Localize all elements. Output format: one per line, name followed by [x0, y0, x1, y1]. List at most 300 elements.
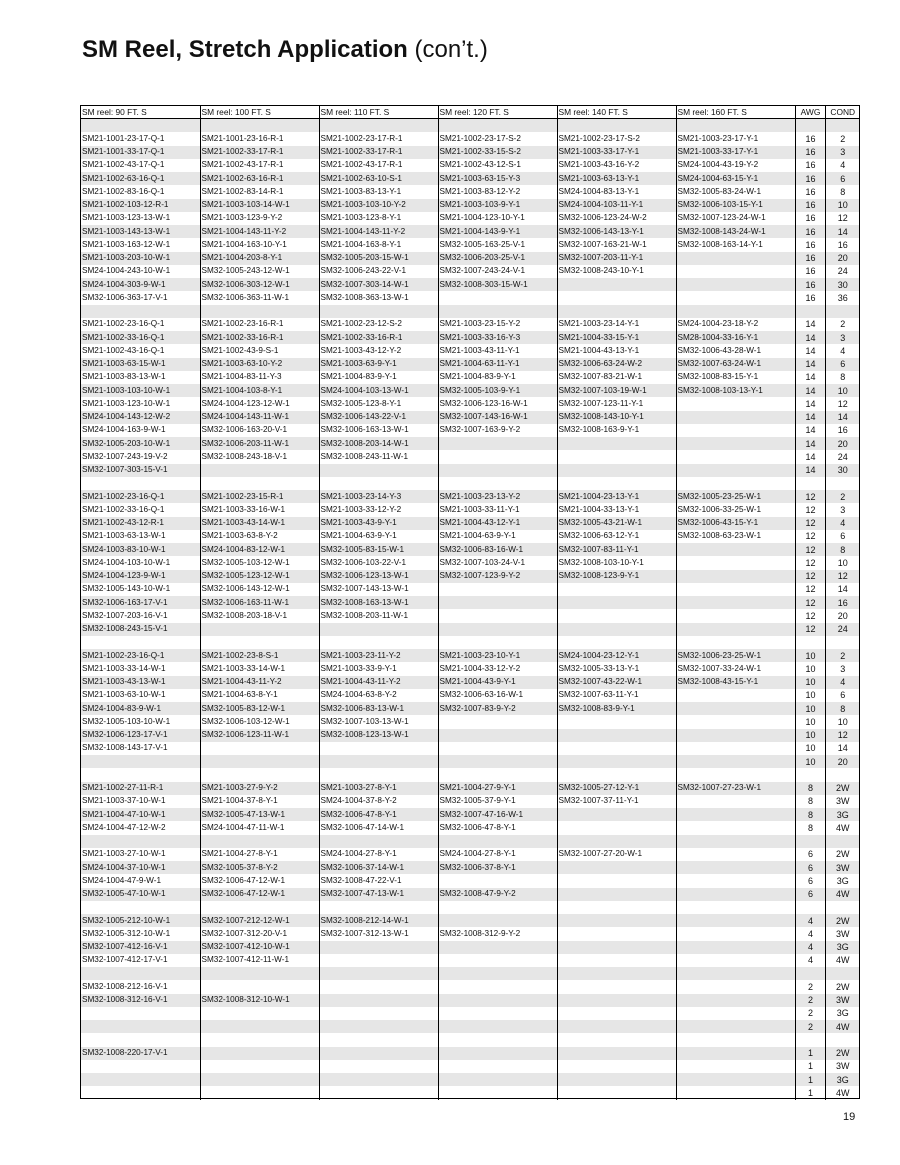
reel-120ft-cell — [438, 596, 557, 609]
reel-100ft-cell: SM21-1002-63-16-R-1 — [200, 172, 319, 185]
reel-100ft-cell — [200, 1073, 319, 1086]
cond-cell: 8 — [840, 186, 846, 197]
awg-cell: 16 — [795, 278, 825, 291]
awg-cell: 2 — [795, 1020, 825, 1033]
table-row — [81, 543, 859, 556]
awg-cell — [795, 967, 825, 980]
reel-90ft-cell: SM24-1004-83-9-W-1 — [81, 702, 200, 715]
reel-100ft-cell: SM21-1003-33-16-W-1 — [200, 503, 319, 516]
cond-cell: 2 — [840, 319, 846, 330]
reel-100ft-cell: SM21-1002-23-15-R-1 — [200, 490, 319, 503]
table-row — [81, 331, 859, 344]
table-row — [81, 795, 859, 808]
reel-160ft-cell: SM32-1008-163-14-Y-1 — [676, 238, 795, 251]
reel-110ft-cell: SM32-1005-123-8-Y-1 — [319, 397, 438, 410]
reel-90ft-cell: SM32-1007-243-19-V-2 — [81, 450, 200, 463]
table-row — [81, 1047, 859, 1060]
header-160ft: SM reel: 160 FT. S — [676, 106, 795, 119]
reel-120ft-cell — [438, 835, 557, 848]
table-body — [81, 119, 859, 1100]
reel-90ft-cell: SM32-1008-212-16-V-1 — [81, 980, 200, 993]
reel-160ft-cell: SM32-1006-33-25-W-1 — [676, 503, 795, 516]
table-row — [81, 397, 859, 410]
reel-90ft-cell — [81, 1060, 200, 1073]
reel-100ft-cell — [200, 901, 319, 914]
reel-100ft-cell — [200, 768, 319, 781]
reel-160ft-cell — [676, 437, 795, 450]
awg-cell: 2 — [795, 980, 825, 993]
reel-140ft-cell: SM32-1008-163-9-Y-1 — [557, 424, 676, 437]
reel-110ft-cell: SM21-1004-43-11-Y-2 — [319, 676, 438, 689]
reel-table — [81, 106, 859, 1100]
reel-100ft-cell — [200, 1047, 319, 1060]
reel-100ft-cell — [200, 1007, 319, 1020]
reel-100ft-cell: SM21-1002-33-16-R-1 — [200, 331, 319, 344]
reel-90ft-cell: SM21-1002-43-12-R-1 — [81, 517, 200, 530]
reel-90ft-cell: SM21-1003-143-13-W-1 — [81, 225, 200, 238]
reel-90ft-cell: SM32-1007-203-16-V-1 — [81, 609, 200, 622]
reel-120ft-cell: SM21-1002-33-15-S-2 — [438, 146, 557, 159]
reel-90ft-cell: SM21-1003-33-14-W-1 — [81, 662, 200, 675]
table-row — [81, 861, 859, 874]
reel-110ft-cell: SM24-1004-27-8-Y-1 — [319, 848, 438, 861]
table-row — [81, 291, 859, 304]
page-title-continued: (con’t.) — [407, 36, 488, 63]
cond-cell — [825, 119, 859, 133]
reel-120ft-cell: SM21-1002-23-17-S-2 — [438, 132, 557, 145]
reel-90ft-cell: SM24-1004-243-10-W-1 — [81, 265, 200, 278]
reel-100ft-cell — [200, 119, 319, 133]
reel-120ft-cell — [438, 291, 557, 304]
reel-160ft-cell — [676, 967, 795, 980]
reel-100ft-cell: SM32-1005-243-12-W-1 — [200, 265, 319, 278]
awg-cell: 14 — [795, 318, 825, 331]
reel-140ft-cell: SM32-1005-27-12-Y-1 — [557, 782, 676, 795]
reel-100ft-cell: SM32-1006-47-12-W-1 — [200, 874, 319, 887]
reel-90ft-cell: SM32-1007-412-17-V-1 — [81, 954, 200, 967]
table-row — [81, 967, 859, 980]
awg-cell: 16 — [795, 265, 825, 278]
table-row — [81, 914, 859, 927]
reel-90ft-cell: SM24-1003-83-10-W-1 — [81, 543, 200, 556]
reel-90ft-cell: SM32-1005-203-10-W-1 — [81, 437, 200, 450]
reel-110ft-cell: SM21-1003-123-8-Y-1 — [319, 212, 438, 225]
reel-110ft-cell: SM21-1003-43-9-Y-1 — [319, 517, 438, 530]
reel-120ft-cell — [438, 980, 557, 993]
reel-110ft-cell: SM21-1003-83-13-Y-1 — [319, 185, 438, 198]
reel-120ft-cell: SM32-1007-83-9-Y-2 — [438, 702, 557, 715]
reel-90ft-cell — [81, 477, 200, 490]
reel-120ft-cell: SM21-1004-63-9-Y-1 — [438, 530, 557, 543]
reel-110ft-cell: SM21-1002-63-10-S-1 — [319, 172, 438, 185]
reel-110ft-cell — [319, 1020, 438, 1033]
reel-140ft-cell: SM21-1004-23-13-Y-1 — [557, 490, 676, 503]
reel-110ft-cell — [319, 755, 438, 768]
reel-120ft-cell: SM24-1004-27-8-Y-1 — [438, 848, 557, 861]
cond-cell: 2W — [836, 981, 850, 992]
reel-100ft-cell: SM32-1007-412-10-W-1 — [200, 941, 319, 954]
awg-cell: 14 — [795, 397, 825, 410]
reel-160ft-cell: SM32-1007-27-23-W-1 — [676, 782, 795, 795]
reel-110ft-cell: SM32-1008-47-22-V-1 — [319, 874, 438, 887]
table-row — [81, 477, 859, 490]
awg-cell: 16 — [795, 132, 825, 145]
reel-100ft-cell — [200, 755, 319, 768]
reel-90ft-cell — [81, 1007, 200, 1020]
reel-120ft-cell — [438, 967, 557, 980]
table-row — [81, 1033, 859, 1046]
reel-140ft-cell — [557, 278, 676, 291]
reel-90ft-cell: SM32-1006-123-17-V-1 — [81, 729, 200, 742]
table-row — [81, 1086, 859, 1099]
reel-120ft-cell — [438, 450, 557, 463]
reel-110ft-cell: SM32-1008-243-11-W-1 — [319, 450, 438, 463]
cond-cell: 2W — [836, 849, 850, 860]
table-row — [81, 411, 859, 424]
reel-90ft-cell — [81, 636, 200, 649]
awg-cell: 10 — [795, 729, 825, 742]
awg-cell: 12 — [795, 517, 825, 530]
cond-cell: 4 — [825, 517, 859, 530]
reel-120ft-cell — [438, 1086, 557, 1099]
reel-110ft-cell — [319, 1033, 438, 1046]
cond-cell: 3 — [825, 331, 859, 344]
cond-cell: 6 — [825, 172, 859, 185]
reel-100ft-cell — [200, 477, 319, 490]
reel-160ft-cell — [676, 411, 795, 424]
cond-cell: 8 — [825, 543, 859, 556]
reel-90ft-cell: SM21-1003-103-10-W-1 — [81, 384, 200, 397]
reel-90ft-cell: SM32-1005-212-10-W-1 — [81, 914, 200, 927]
reel-110ft-cell: SM32-1005-203-15-W-1 — [319, 252, 438, 265]
reel-110ft-cell — [319, 941, 438, 954]
table-row — [81, 1073, 859, 1086]
reel-140ft-cell — [557, 755, 676, 768]
reel-110ft-cell — [319, 742, 438, 755]
awg-cell: 16 — [795, 252, 825, 265]
table-row — [81, 464, 859, 477]
reel-140ft-cell: SM32-1007-83-21-W-1 — [557, 371, 676, 384]
reel-100ft-cell: SM21-1003-103-14-W-1 — [200, 199, 319, 212]
awg-cell: 10 — [795, 662, 825, 675]
reel-110ft-cell — [319, 967, 438, 980]
reel-110ft-cell: SM32-1006-83-13-W-1 — [319, 702, 438, 715]
cond-cell: 8 — [840, 372, 846, 383]
reel-90ft-cell: SM21-1002-33-16-Q-1 — [81, 331, 200, 344]
reel-140ft-cell — [557, 888, 676, 901]
reel-100ft-cell: SM32-1006-103-12-W-1 — [200, 715, 319, 728]
awg-cell — [795, 119, 825, 133]
reel-90ft-cell: SM21-1002-103-12-R-1 — [81, 199, 200, 212]
reel-110ft-cell: SM32-1008-123-13-W-1 — [319, 729, 438, 742]
reel-100ft-cell: SM21-1003-43-14-W-1 — [200, 517, 319, 530]
reel-160ft-cell — [676, 450, 795, 463]
reel-110ft-cell — [319, 464, 438, 477]
reel-110ft-cell: SM32-1006-163-13-W-1 — [319, 424, 438, 437]
awg-cell: 16 — [795, 225, 825, 238]
reel-140ft-cell — [557, 437, 676, 450]
reel-100ft-cell: SM21-1003-33-14-W-1 — [200, 662, 319, 675]
reel-140ft-cell — [557, 596, 676, 609]
reel-120ft-cell: SM32-1007-47-16-W-1 — [438, 808, 557, 821]
reel-100ft-cell: SM32-1006-143-12-W-1 — [200, 583, 319, 596]
reel-90ft-cell: SM21-1001-33-17-Q-1 — [81, 146, 200, 159]
reel-90ft-cell: SM21-1002-23-16-Q-1 — [81, 490, 200, 503]
reel-100ft-cell: SM32-1008-203-18-V-1 — [200, 609, 319, 622]
reel-100ft-cell: SM21-1004-27-8-Y-1 — [200, 848, 319, 861]
reel-160ft-cell: SM32-1008-103-13-Y-1 — [676, 384, 795, 397]
reel-160ft-cell — [676, 715, 795, 728]
awg-cell: 4 — [795, 927, 825, 940]
reel-90ft-cell: SM21-1003-123-10-W-1 — [81, 397, 200, 410]
reel-140ft-cell: SM32-1008-143-10-Y-1 — [557, 411, 676, 424]
reel-120ft-cell — [438, 583, 557, 596]
reel-120ft-cell: SM21-1004-123-10-Y-1 — [438, 212, 557, 225]
reel-110ft-cell — [319, 901, 438, 914]
reel-110ft-cell: SM32-1008-363-13-W-1 — [319, 291, 438, 304]
awg-cell: 12 — [795, 490, 825, 503]
reel-140ft-cell — [557, 1047, 676, 1060]
reel-100ft-cell — [200, 305, 319, 318]
reel-90ft-cell: SM24-1004-37-10-W-1 — [81, 861, 200, 874]
table-row — [81, 146, 859, 159]
reel-100ft-cell: SM32-1006-163-20-V-1 — [200, 424, 319, 437]
reel-140ft-cell — [557, 464, 676, 477]
awg-cell: 14 — [795, 464, 825, 477]
reel-110ft-cell: SM24-1004-63-8-Y-2 — [319, 689, 438, 702]
table-row — [81, 808, 859, 821]
awg-cell: 10 — [795, 702, 825, 715]
reel-90ft-cell: SM21-1003-123-13-W-1 — [81, 212, 200, 225]
awg-cell: 10 — [795, 689, 825, 702]
cond-cell: 4 — [840, 160, 846, 171]
cond-cell: 20 — [825, 755, 859, 768]
header-120ft: SM reel: 120 FT. S — [438, 106, 557, 119]
reel-110ft-cell: SM21-1003-23-14-Y-3 — [319, 490, 438, 503]
reel-140ft-cell: SM32-1007-43-22-W-1 — [557, 676, 676, 689]
awg-cell: 10 — [795, 715, 825, 728]
reel-110ft-cell: SM32-1008-212-14-W-1 — [319, 914, 438, 927]
reel-120ft-cell: SM21-1003-103-9-Y-1 — [438, 199, 557, 212]
reel-140ft-cell: SM21-1004-33-13-Y-1 — [557, 503, 676, 516]
table-row — [81, 199, 859, 212]
reel-120ft-cell: SM21-1003-43-11-Y-1 — [438, 344, 557, 357]
reel-160ft-cell — [676, 1033, 795, 1046]
cond-cell: 10 — [825, 199, 859, 212]
reel-90ft-cell: SM21-1003-63-10-W-1 — [81, 689, 200, 702]
cond-cell: 3G — [836, 1008, 849, 1019]
reel-100ft-cell: SM32-1006-123-11-W-1 — [200, 729, 319, 742]
reel-120ft-cell — [438, 742, 557, 755]
reel-110ft-cell: SM32-1006-47-8-Y-1 — [319, 808, 438, 821]
reel-140ft-cell — [557, 980, 676, 993]
reel-120ft-cell: SM21-1004-83-9-Y-1 — [438, 371, 557, 384]
awg-cell: 12 — [795, 570, 825, 583]
reel-90ft-cell: SM32-1005-103-10-W-1 — [81, 715, 200, 728]
reel-100ft-cell — [200, 967, 319, 980]
table-row — [81, 980, 859, 993]
reel-100ft-cell: SM32-1005-83-12-W-1 — [200, 702, 319, 715]
table-row — [81, 954, 859, 967]
reel-90ft-cell: SM21-1002-23-16-Q-1 — [81, 649, 200, 662]
reel-160ft-cell — [676, 1007, 795, 1020]
cond-cell — [825, 305, 859, 318]
reel-100ft-cell — [200, 1033, 319, 1046]
awg-cell: 14 — [795, 424, 825, 437]
cond-cell: 16 — [837, 239, 848, 250]
reel-90ft-cell: SM21-1003-163-12-W-1 — [81, 238, 200, 251]
table-row — [81, 636, 859, 649]
reel-140ft-cell — [557, 450, 676, 463]
reel-160ft-cell — [676, 570, 795, 583]
reel-100ft-cell: SM21-1004-43-11-Y-2 — [200, 676, 319, 689]
reel-110ft-cell — [319, 477, 438, 490]
cond-cell: 4W — [836, 955, 850, 966]
cond-cell: 2W — [825, 914, 859, 927]
cond-cell: 3G — [825, 808, 859, 821]
reel-90ft-cell — [81, 1073, 200, 1086]
reel-110ft-cell — [319, 119, 438, 133]
table-row — [81, 437, 859, 450]
cond-cell: 3W — [825, 861, 859, 874]
reel-120ft-cell — [438, 914, 557, 927]
reel-140ft-cell: SM32-1007-103-19-W-1 — [557, 384, 676, 397]
reel-90ft-cell: SM21-1002-23-16-Q-1 — [81, 318, 200, 331]
reel-90ft-cell: SM21-1002-33-16-Q-1 — [81, 503, 200, 516]
reel-160ft-cell: SM32-1008-83-15-Y-1 — [676, 371, 795, 384]
reel-160ft-cell — [676, 954, 795, 967]
reel-140ft-cell — [557, 954, 676, 967]
table-row — [81, 119, 859, 133]
table-row — [81, 358, 859, 371]
reel-110ft-cell — [319, 835, 438, 848]
cond-cell: 3G — [836, 875, 849, 886]
reel-160ft-cell: SM32-1006-43-28-W-1 — [676, 344, 795, 357]
reel-140ft-cell: SM21-1003-33-17-Y-1 — [557, 146, 676, 159]
reel-100ft-cell: SM24-1004-143-11-W-1 — [200, 411, 319, 424]
reel-120ft-cell — [438, 874, 557, 887]
reel-110ft-cell: SM32-1005-83-15-W-1 — [319, 543, 438, 556]
reel-110ft-cell: SM21-1003-103-10-Y-2 — [319, 199, 438, 212]
awg-cell: 4 — [795, 914, 825, 927]
reel-140ft-cell: SM32-1008-243-10-Y-1 — [557, 265, 676, 278]
reel-110ft-cell: SM32-1006-243-22-V-1 — [319, 265, 438, 278]
table-row — [81, 530, 859, 543]
table-row — [81, 570, 859, 583]
reel-100ft-cell: SM32-1008-312-10-W-1 — [200, 994, 319, 1007]
reel-160ft-cell — [676, 305, 795, 318]
reel-140ft-cell — [557, 636, 676, 649]
reel-90ft-cell: SM21-1002-43-16-Q-1 — [81, 344, 200, 357]
reel-140ft-cell — [557, 583, 676, 596]
reel-160ft-cell: SM24-1004-23-18-Y-2 — [676, 318, 795, 331]
awg-cell: 16 — [795, 159, 825, 172]
awg-cell: 8 — [795, 782, 825, 795]
reel-140ft-cell: SM32-1007-63-11-Y-1 — [557, 689, 676, 702]
table-row — [81, 874, 859, 887]
reel-90ft-cell — [81, 1020, 200, 1033]
reel-110ft-cell: SM24-1004-37-8-Y-2 — [319, 795, 438, 808]
reel-120ft-cell: SM32-1005-103-9-Y-1 — [438, 384, 557, 397]
reel-120ft-cell: SM32-1007-143-16-W-1 — [438, 411, 557, 424]
reel-120ft-cell — [438, 768, 557, 781]
header-awg: AWG — [795, 106, 825, 119]
table-row — [81, 450, 859, 463]
reel-120ft-cell — [438, 623, 557, 636]
cond-cell — [825, 477, 859, 490]
awg-cell: 14 — [795, 358, 825, 371]
reel-90ft-cell: SM24-1004-47-12-W-2 — [81, 821, 200, 834]
reel-160ft-cell — [676, 397, 795, 410]
reel-120ft-cell — [438, 901, 557, 914]
reel-110ft-cell: SM21-1002-23-17-R-1 — [319, 132, 438, 145]
reel-160ft-cell — [676, 265, 795, 278]
table-row — [81, 384, 859, 397]
reel-90ft-cell — [81, 305, 200, 318]
reel-140ft-cell — [557, 901, 676, 914]
reel-90ft-cell: SM21-1003-27-10-W-1 — [81, 848, 200, 861]
reel-90ft-cell — [81, 1033, 200, 1046]
reel-160ft-cell — [676, 808, 795, 821]
reel-160ft-cell: SM32-1008-63-23-W-1 — [676, 530, 795, 543]
reel-90ft-cell: SM21-1002-27-11-R-1 — [81, 782, 200, 795]
reel-110ft-cell: SM21-1004-83-9-Y-1 — [319, 371, 438, 384]
cond-cell: 14 — [837, 584, 848, 595]
table-row — [81, 702, 859, 715]
reel-160ft-cell — [676, 1060, 795, 1073]
reel-100ft-cell: SM21-1004-203-8-Y-1 — [200, 252, 319, 265]
reel-140ft-cell — [557, 742, 676, 755]
reel-160ft-cell: SM32-1006-103-15-Y-1 — [676, 199, 795, 212]
reel-90ft-cell: SM32-1006-363-17-V-1 — [81, 291, 200, 304]
reel-140ft-cell — [557, 729, 676, 742]
cond-cell: 14 — [825, 225, 859, 238]
awg-cell: 8 — [795, 795, 825, 808]
reel-140ft-cell: SM21-1003-43-16-Y-2 — [557, 159, 676, 172]
reel-160ft-cell — [676, 1047, 795, 1060]
reel-100ft-cell: SM24-1004-123-12-W-1 — [200, 397, 319, 410]
reel-160ft-cell — [676, 901, 795, 914]
reel-140ft-cell: SM32-1007-123-11-Y-1 — [557, 397, 676, 410]
reel-100ft-cell: SM21-1001-23-16-R-1 — [200, 132, 319, 145]
reel-120ft-cell — [438, 1073, 557, 1086]
reel-90ft-cell: SM32-1008-243-15-V-1 — [81, 623, 200, 636]
table-row — [81, 715, 859, 728]
awg-cell: 2 — [795, 994, 825, 1007]
reel-110ft-cell: SM32-1007-47-13-W-1 — [319, 888, 438, 901]
reel-100ft-cell: SM32-1005-123-12-W-1 — [200, 570, 319, 583]
reel-100ft-cell: SM32-1006-363-11-W-1 — [200, 291, 319, 304]
reel-110ft-cell: SM21-1004-143-11-Y-2 — [319, 225, 438, 238]
reel-140ft-cell: SM32-1007-27-20-W-1 — [557, 848, 676, 861]
table-row — [81, 1007, 859, 1020]
reel-160ft-cell — [676, 464, 795, 477]
reel-100ft-cell: SM21-1002-23-8-S-1 — [200, 649, 319, 662]
reel-110ft-cell: SM32-1006-123-13-W-1 — [319, 570, 438, 583]
awg-cell: 12 — [795, 543, 825, 556]
cond-cell: 4 — [840, 345, 846, 356]
awg-cell: 16 — [795, 291, 825, 304]
table-row — [81, 835, 859, 848]
cond-cell: 4W — [825, 1020, 859, 1033]
reel-90ft-cell: SM21-1002-83-16-Q-1 — [81, 185, 200, 198]
reel-160ft-cell: SM28-1004-33-16-Y-1 — [676, 331, 795, 344]
cond-cell: 3W — [836, 928, 850, 939]
reel-120ft-cell — [438, 954, 557, 967]
reel-90ft-cell: SM32-1005-143-10-W-1 — [81, 583, 200, 596]
table-row — [81, 212, 859, 225]
cond-cell: 24 — [825, 623, 859, 636]
